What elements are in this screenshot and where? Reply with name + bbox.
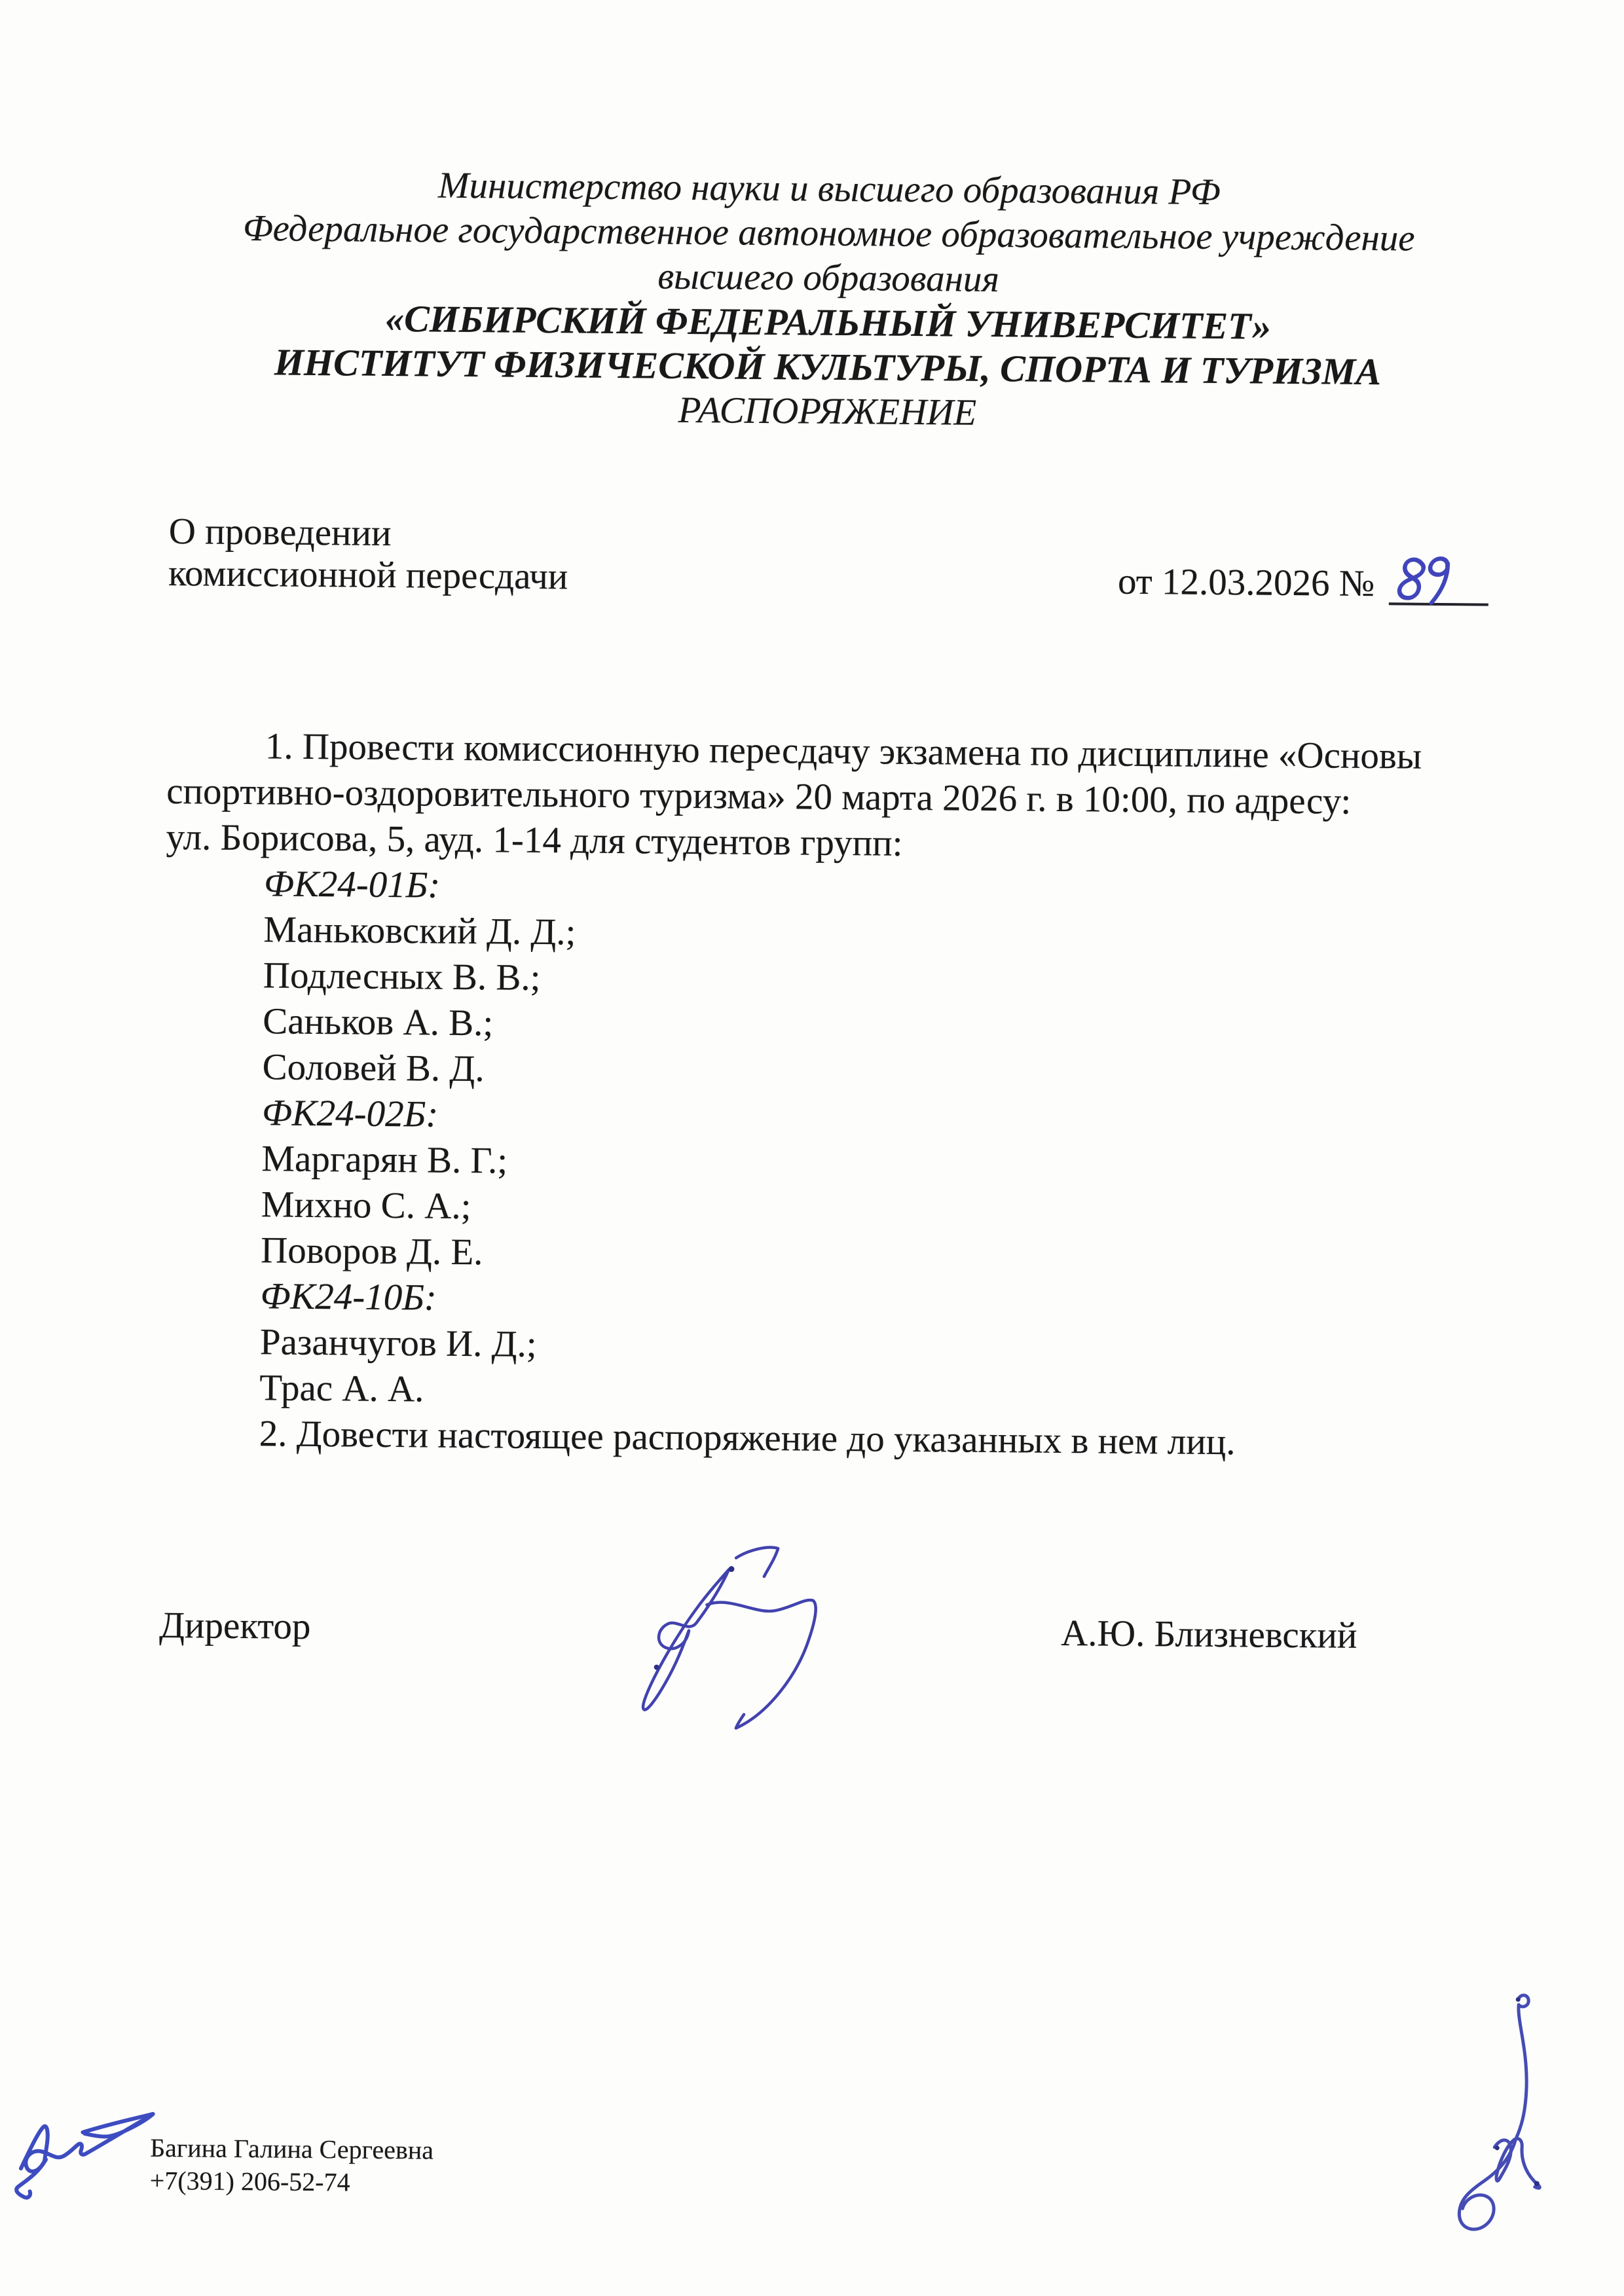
contact-phone: +7(391) 206-52-74 <box>149 2165 350 2197</box>
agency-line: Федеральное государственное автономное образовательное учреждение <box>242 208 1415 259</box>
university-name: «СИБИРСКИЙ ФЕДЕРАЛЬНЫЙ УНИВЕРСИТЕТ» <box>384 297 1272 348</box>
student-line: Поворов Д. Е. <box>260 1230 483 1273</box>
item1-line: спортивно-оздоровительного туризма» 20 марта 2026 г. в 10:00, по адресу: <box>166 771 1352 822</box>
subject-block <box>168 511 568 598</box>
doc-number-handwritten-ink <box>1394 551 1458 608</box>
student-line: Маньковский Д. Д.; <box>263 909 576 953</box>
institute-name: ИНСТИТУТ ФИЗИЧЕСКОЙ КУЛЬТУРЫ, СПОРТА И ТУРИЗМА <box>274 340 1382 393</box>
student-line: Соловей В. Д. <box>262 1046 485 1090</box>
contact-name: Багина Галина Сергеевна <box>150 2132 434 2165</box>
director-signature-ink <box>570 1496 847 1760</box>
group-heading: ФК24-01Б: <box>263 863 441 906</box>
doc-type-title: РАСПОРЯЖЕНИЕ <box>678 389 977 433</box>
signer-name: А.Ю. Близневский <box>1060 1612 1357 1656</box>
item1-line: 1. Провести комиссионную пересдачу экзамена по дисциплине «Основы <box>265 725 1422 777</box>
doc-number-underline <box>1389 574 1488 606</box>
subject-line-2: комиссионной пересдачи <box>168 553 568 598</box>
student-line: Подлесных В. В.; <box>263 955 541 999</box>
item1-line: ул. Борисова, 5, ауд. 1-14 для студентов групп: <box>166 816 903 864</box>
document-body <box>160 723 1477 1467</box>
subject-date-row <box>168 511 1489 606</box>
student-line: Маргарян В. Г.; <box>261 1138 508 1182</box>
student-line: Саньков А. В.; <box>262 1000 494 1044</box>
subject-line-1: О проведении <box>168 511 392 554</box>
student-line: Михно С. А.; <box>261 1184 471 1228</box>
secretary-signature-ink <box>0 2094 201 2266</box>
date-number-line <box>1118 561 1489 606</box>
ministry-line: Министерство науки и высшего образования РФ <box>437 164 1221 213</box>
student-line: Разанчугов И. Д.; <box>259 1321 537 1365</box>
letterhead <box>170 161 1486 440</box>
student-line: Трас А. А. <box>259 1367 424 1410</box>
date-prefix: от 12.03.2026 № <box>1117 560 1375 605</box>
item2-line: 2. Довести настоящее распоряжение до указанных в нем лиц. <box>259 1413 1236 1463</box>
margin-note-ink <box>1365 1942 1617 2296</box>
group-heading: ФК24-10Б: <box>260 1275 437 1319</box>
education-level-line: высшего образования <box>657 255 1000 301</box>
signer-role: Директор <box>158 1604 311 1647</box>
group-heading: ФК24-02Б: <box>261 1092 439 1135</box>
